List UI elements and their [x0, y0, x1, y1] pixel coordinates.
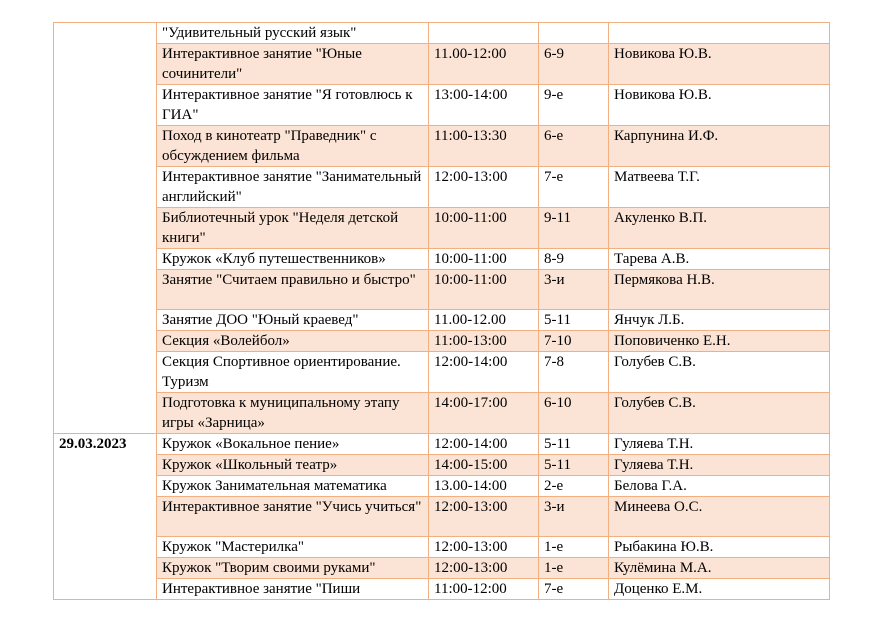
teacher-cell: [609, 23, 830, 44]
event-cell: Интерактивное занятие "Я готовлюсь к ГИА": [157, 85, 429, 126]
time-cell: 12:00-14:00: [429, 352, 539, 393]
time-cell: 12:00-14:00: [429, 434, 539, 455]
table-row: [54, 558, 830, 579]
event-cell: Кружок «Школьный театр»: [157, 455, 429, 476]
date-cell: 29.03.2023: [54, 434, 157, 600]
time-cell: 11.00-12:00: [429, 44, 539, 85]
grade-cell: 5-11: [539, 310, 609, 331]
table-row: [54, 497, 830, 537]
time-cell: 10:00-11:00: [429, 270, 539, 310]
table-row: [54, 310, 830, 331]
teacher-cell: Карпунина И.Ф.: [609, 126, 830, 167]
event-cell: Интерактивное занятие "Занимательный английский": [157, 167, 429, 208]
teacher-cell: Доценко Е.М.: [609, 579, 830, 600]
event-cell: Кружок "Мастерилка": [157, 537, 429, 558]
event-cell: "Удивительный русский язык": [157, 23, 429, 44]
table-row: [54, 249, 830, 270]
teacher-cell: Новикова Ю.В.: [609, 44, 830, 85]
time-cell: 14:00-17:00: [429, 393, 539, 434]
grade-cell: 6-е: [539, 126, 609, 167]
grade-cell: 3-и: [539, 270, 609, 310]
grade-cell: 1-е: [539, 558, 609, 579]
event-cell: Секция Спортивное ориентирование. Туризм: [157, 352, 429, 393]
event-cell: Интерактивное занятие "Пиши: [157, 579, 429, 600]
teacher-cell: Голубев С.В.: [609, 393, 830, 434]
time-cell: 12:00-13:00: [429, 558, 539, 579]
table-row: [54, 579, 830, 600]
grade-cell: 1-е: [539, 537, 609, 558]
time-cell: 10:00-11:00: [429, 208, 539, 249]
grade-cell: 7-8: [539, 352, 609, 393]
teacher-cell: Янчук Л.Б.: [609, 310, 830, 331]
time-cell: 13.00-14:00: [429, 476, 539, 497]
grade-cell: 9-е: [539, 85, 609, 126]
teacher-cell: Минеева О.С.: [609, 497, 830, 537]
grade-cell: [539, 23, 609, 44]
teacher-cell: Голубев С.В.: [609, 352, 830, 393]
event-cell: Занятие "Считаем правильно и быстро": [157, 270, 429, 310]
document-page: [53, 22, 830, 600]
time-cell: 11.00-12.00: [429, 310, 539, 331]
event-cell: Библиотечный урок "Неделя детской книги": [157, 208, 429, 249]
grade-cell: 7-10: [539, 331, 609, 352]
table-row: [54, 270, 830, 310]
teacher-cell: Поповиченко Е.Н.: [609, 331, 830, 352]
grade-cell: 6-9: [539, 44, 609, 85]
table-row: [54, 434, 830, 455]
event-cell: Занятие ДОО "Юный краевед": [157, 310, 429, 331]
event-cell: Подготовка к муниципальному этапу игры «Зарница»: [157, 393, 429, 434]
teacher-cell: Новикова Ю.В.: [609, 85, 830, 126]
time-cell: 12:00-13:00: [429, 537, 539, 558]
table-row: [54, 126, 830, 167]
time-cell: 11:00-13:30: [429, 126, 539, 167]
teacher-cell: Тарева А.В.: [609, 249, 830, 270]
time-cell: [429, 23, 539, 44]
event-cell: Секция «Волейбол»: [157, 331, 429, 352]
grade-cell: 9-11: [539, 208, 609, 249]
grade-cell: 5-11: [539, 455, 609, 476]
table-row: [54, 393, 830, 434]
time-cell: 14:00-15:00: [429, 455, 539, 476]
time-cell: 12:00-13:00: [429, 167, 539, 208]
table-row: [54, 352, 830, 393]
event-cell: Кружок «Клуб путешественников»: [157, 249, 429, 270]
date-cell: [54, 23, 157, 434]
table-row: [54, 167, 830, 208]
grade-cell: 5-11: [539, 434, 609, 455]
time-cell: 12:00-13:00: [429, 497, 539, 537]
teacher-cell: Акуленко В.П.: [609, 208, 830, 249]
time-cell: 11:00-13:00: [429, 331, 539, 352]
table-row: [54, 537, 830, 558]
teacher-cell: Рыбакина Ю.В.: [609, 537, 830, 558]
time-cell: 11:00-12:00: [429, 579, 539, 600]
event-cell: Кружок Занимательная математика: [157, 476, 429, 497]
teacher-cell: Гуляева Т.Н.: [609, 434, 830, 455]
teacher-cell: Гуляева Т.Н.: [609, 455, 830, 476]
table-row: [54, 331, 830, 352]
teacher-cell: Пермякова Н.В.: [609, 270, 830, 310]
teacher-cell: Матвеева Т.Г.: [609, 167, 830, 208]
event-cell: Кружок «Вокальное пение»: [157, 434, 429, 455]
table-row: [54, 476, 830, 497]
event-cell: Кружок "Творим своими руками": [157, 558, 429, 579]
teacher-cell: Кулёмина М.А.: [609, 558, 830, 579]
event-cell: Поход в кинотеатр "Праведник" с обсуждением фильма: [157, 126, 429, 167]
time-cell: 13:00-14:00: [429, 85, 539, 126]
table-row: [54, 85, 830, 126]
grade-cell: 3-и: [539, 497, 609, 537]
grade-cell: 2-е: [539, 476, 609, 497]
grade-cell: 7-е: [539, 167, 609, 208]
grade-cell: 6-10: [539, 393, 609, 434]
grade-cell: 8-9: [539, 249, 609, 270]
event-cell: Интерактивное занятие "Юные сочинители": [157, 44, 429, 85]
table-row: [54, 44, 830, 85]
grade-cell: 7-е: [539, 579, 609, 600]
time-cell: 10:00-11:00: [429, 249, 539, 270]
table-row: [54, 455, 830, 476]
table-row: [54, 23, 830, 44]
event-cell: Интерактивное занятие "Учись учиться": [157, 497, 429, 537]
schedule-table: [53, 22, 830, 600]
table-row: [54, 208, 830, 249]
teacher-cell: Белова Г.А.: [609, 476, 830, 497]
